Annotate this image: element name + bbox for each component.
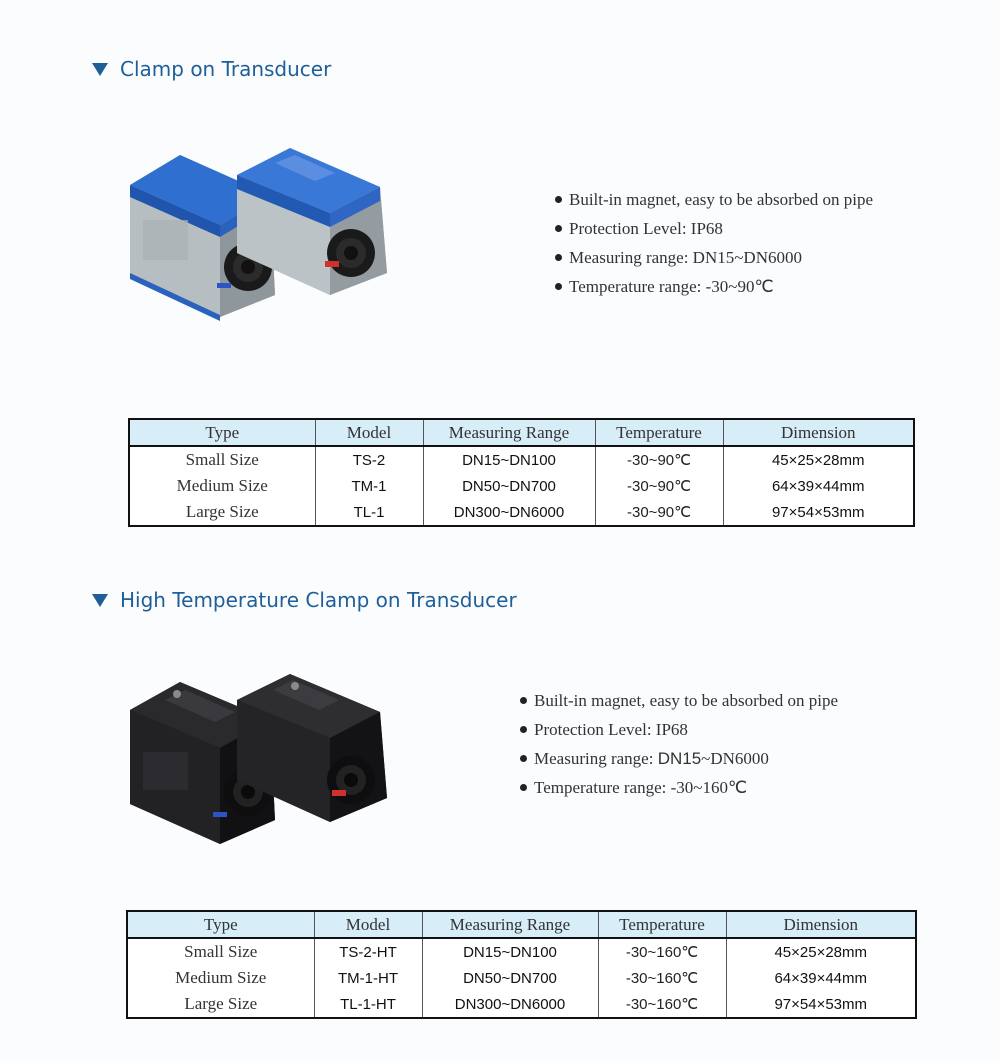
bullet-icon bbox=[555, 225, 562, 232]
table-header-row bbox=[127, 911, 916, 938]
feature-item: Built-in magnet, easy to be absorbed on pipe bbox=[555, 185, 873, 214]
cell-temperature: -30~90℃ bbox=[595, 499, 723, 526]
bullet-icon bbox=[520, 784, 527, 791]
feature-item: Protection Level: IP68 bbox=[555, 214, 873, 243]
cell-type: Small Size bbox=[129, 446, 315, 473]
column-header: Dimension bbox=[726, 911, 916, 938]
cell-temperature: -30~160℃ bbox=[598, 965, 726, 991]
bullet-icon bbox=[520, 755, 527, 762]
column-header: Type bbox=[127, 911, 314, 938]
table-header-row bbox=[129, 419, 914, 446]
cell-model: TL-1 bbox=[315, 499, 423, 526]
table-row bbox=[127, 938, 916, 965]
cell-range: DN15~DN100 bbox=[422, 938, 598, 965]
column-header: Measuring Range bbox=[422, 911, 598, 938]
triangle-down-icon bbox=[92, 594, 108, 607]
cell-dimension: 64×39×44mm bbox=[723, 473, 914, 499]
cell-dimension: 45×25×28mm bbox=[726, 938, 916, 965]
column-header: Dimension bbox=[723, 419, 914, 446]
column-header: Measuring Range bbox=[423, 419, 595, 446]
bullet-icon bbox=[555, 283, 562, 290]
feature-item: Built-in magnet, easy to be absorbed on pipe bbox=[520, 686, 838, 715]
cell-model: TS-2 bbox=[315, 446, 423, 473]
column-header: Type bbox=[129, 419, 315, 446]
section-title-clamp bbox=[92, 57, 331, 81]
table-row bbox=[129, 446, 914, 473]
cell-range: DN50~DN700 bbox=[422, 965, 598, 991]
feature-item: Temperature range: -30~90℃ bbox=[555, 272, 873, 301]
feature-list bbox=[555, 185, 873, 301]
cell-range: DN300~DN6000 bbox=[423, 499, 595, 526]
column-header: Model bbox=[315, 419, 423, 446]
cell-dimension: 64×39×44mm bbox=[726, 965, 916, 991]
cell-model: TL-1-HT bbox=[314, 991, 422, 1018]
cell-range: DN15~DN100 bbox=[423, 446, 595, 473]
cell-temperature: -30~90℃ bbox=[595, 446, 723, 473]
triangle-down-icon bbox=[92, 63, 108, 76]
table-row bbox=[127, 991, 916, 1018]
cell-type: Medium Size bbox=[129, 473, 315, 499]
cell-dimension: 45×25×28mm bbox=[723, 446, 914, 473]
feature-item: Measuring range: DN15 ~DN6000 bbox=[520, 744, 838, 773]
column-header: Model bbox=[314, 911, 422, 938]
cell-range: DN50~DN700 bbox=[423, 473, 595, 499]
cell-type: Medium Size bbox=[127, 965, 314, 991]
cell-temperature: -30~90℃ bbox=[595, 473, 723, 499]
cell-type: Large Size bbox=[127, 991, 314, 1018]
bullet-icon bbox=[555, 254, 562, 261]
bullet-icon bbox=[555, 196, 562, 203]
column-header: Temperature bbox=[595, 419, 723, 446]
table-row bbox=[127, 965, 916, 991]
cell-dimension: 97×54×53mm bbox=[723, 499, 914, 526]
cell-range: DN300~DN6000 bbox=[422, 991, 598, 1018]
spec-table-high-temp bbox=[126, 910, 917, 1019]
section-title-high-temp bbox=[92, 588, 517, 612]
section-title-text: Clamp on Transducer bbox=[120, 57, 332, 81]
cell-temperature: -30~160℃ bbox=[598, 938, 726, 965]
blue-transducer-image bbox=[125, 145, 410, 325]
column-header: Temperature bbox=[598, 911, 726, 938]
black-transducer-image bbox=[125, 672, 410, 852]
feature-item: Measuring range: DN15~DN6000 bbox=[555, 243, 873, 272]
section-title-text: High Temperature Clamp on Transducer bbox=[120, 588, 517, 612]
cell-model: TM-1 bbox=[315, 473, 423, 499]
spec-table-standard bbox=[128, 418, 915, 527]
cell-dimension: 97×54×53mm bbox=[726, 991, 916, 1018]
cell-model: TS-2-HT bbox=[314, 938, 422, 965]
table-row bbox=[129, 473, 914, 499]
feature-item: Protection Level: IP68 bbox=[520, 715, 838, 744]
cell-temperature: -30~160℃ bbox=[598, 991, 726, 1018]
cell-type: Small Size bbox=[127, 938, 314, 965]
bullet-icon bbox=[520, 697, 527, 704]
cell-type: Large Size bbox=[129, 499, 315, 526]
cell-model: TM-1-HT bbox=[314, 965, 422, 991]
feature-item: Temperature range: -30~160℃ bbox=[520, 773, 838, 802]
feature-list bbox=[520, 686, 838, 802]
bullet-icon bbox=[520, 726, 527, 733]
table-row bbox=[129, 499, 914, 526]
